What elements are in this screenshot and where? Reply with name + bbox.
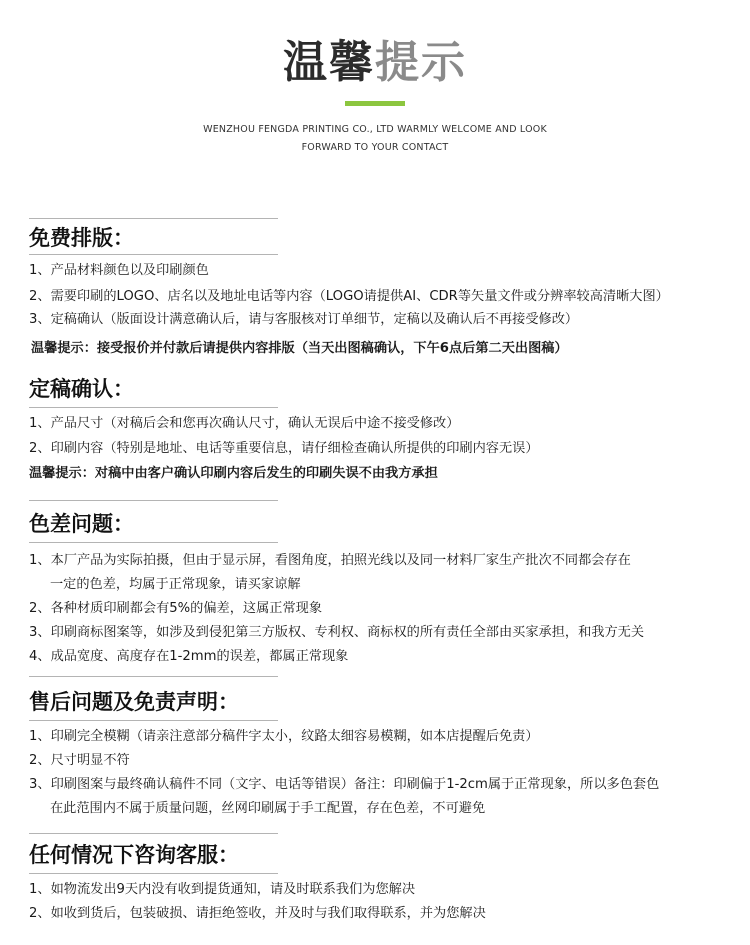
section-rule-top [29, 500, 278, 501]
list-item: 2、如收到货后，包装破损、请拒绝签收，并及时与我们取得联系，并为您解决 [29, 906, 486, 921]
section-rule-top [29, 676, 278, 677]
section-rule-bottom [29, 873, 278, 874]
section-title: 售后问题及免责声明： [29, 690, 239, 714]
subtitle-line-2: FORWARD TO YOUR CONTACT [301, 142, 449, 153]
list-item: 2、需要印刷的LOGO、店名以及地址电话等内容（LOGO请提供AI、CDR等矢量文件或分辨率较高清晰大图） [29, 289, 669, 304]
list-item: 2、各种材质印刷都会有5%的偏差，这属正常现象 [29, 601, 323, 616]
list-item: 2、尺寸明显不符 [29, 753, 130, 768]
section-rule-bottom [29, 542, 278, 543]
list-item: 1、如物流发出9天内没有收到提货通知，请及时联系我们为您解决 [29, 882, 416, 897]
list-item: 1、产品尺寸（对稿后会和您再次确认尺寸，确认无误后中途不接受修改） [29, 416, 460, 431]
section-title: 任何情况下咨询客服： [29, 843, 239, 867]
section-rule-bottom [29, 407, 278, 408]
warm-tip-note: 温馨提示：接受报价并付款后请提供内容排版（当天出图稿确认，下午6点后第二天出图稿） [31, 341, 568, 356]
section-rule-bottom [29, 720, 278, 721]
section-rule-bottom [29, 254, 278, 255]
list-item: 1、印刷完全模糊（请亲注意部分稿件字太小，纹路太细容易模糊，如本店提醒后免责） [29, 729, 539, 744]
list-item: 2、印刷内容（特别是地址、电话等重要信息，请仔细检查确认所提供的印刷内容无误） [29, 441, 539, 456]
list-item-continuation: 一定的色差，均属于正常现象，请买家谅解 [50, 577, 301, 592]
list-item: 1、本厂产品为实际拍摄，但由于显示屏，看图角度，拍照光线以及同一材料厂家生产批次不同都会存在 [29, 553, 631, 568]
list-item: 3、印刷商标图案等，如涉及到侵犯第三方版权、专利权、商标权的所有责任全部由买家承担，和我方无关 [29, 625, 645, 640]
section-rule-top [29, 218, 278, 219]
list-item: 1、产品材料颜色以及印刷颜色 [29, 263, 209, 278]
list-item: 4、成品宽度、高度存在1-2mm的误差，都属正常现象 [29, 649, 349, 664]
warm-tip-note: 温馨提示：对稿中由客户确认印刷内容后发生的印刷失误不由我方承担 [29, 466, 438, 481]
list-item: 3、印刷图案与最终确认稿件不同（文字、电话等错误）备注：印刷偏于1-2cm属于正常现象，所以多色套色 [29, 777, 660, 792]
accent-bar [345, 101, 405, 106]
section-title: 免费排版： [29, 226, 134, 250]
page-title [0, 36, 750, 90]
subtitle-line-1: WENZHOU FENGDA PRINTING CO., LTD WARMLY WELCOME AND LOOK [203, 124, 547, 135]
list-item-continuation: 在此范围内不属于质量问题，丝网印刷属于手工配置，存在色差，不可避免 [50, 801, 486, 816]
section-title: 定稿确认： [29, 377, 134, 401]
list-item: 3、定稿确认（版面设计满意确认后，请与客服核对订单细节，定稿以及确认后不再接受修改） [29, 312, 579, 327]
section-title: 色差问题： [29, 512, 134, 536]
title-part-gray: 提示 [375, 37, 467, 88]
title-part-dark: 温馨 [283, 37, 375, 88]
section-rule-top [29, 833, 278, 834]
